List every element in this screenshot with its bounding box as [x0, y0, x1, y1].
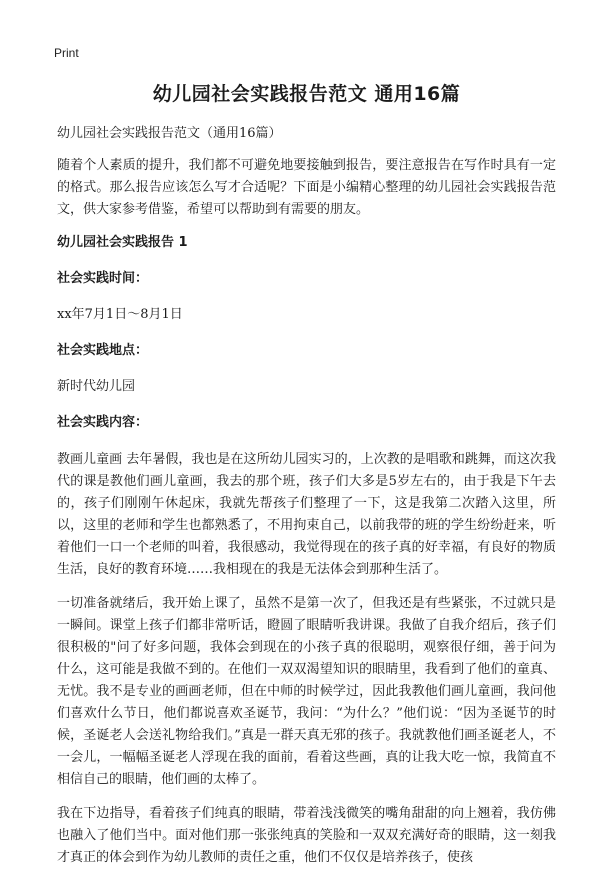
time-value: xx年7月1日～8月1日	[57, 307, 183, 322]
body-paragraph: 一切准备就绪后，我开始上课了，虽然不是第一次了，但我还是有些紧张，不过就只是一瞬间。课堂上孩子们都非常听话，瞪圆了眼睛听我讲课。我做了自我介绍后，孩子们很积极的"问了好多问题，我体会到现在的小孩子真的很聪明，观察很仔细，善于问为什么，这可能是我做不到的。在他们一双双渴望知识的眼睛里，我看到了他们的童真、无忧。我不是专业的画画老师，但在中师的时候学过，因此我教他们画儿童画，我问他们喜欢什么节日，他们都说喜欢圣诞节，我问：“为什么？”他们说：“因为圣诞节的时候，圣诞老人会送礼物给我们。”真是一群天真无邪的孩子。我就教他们画圣诞老人，不一会儿，一幅幅圣诞老人浮现在我的面前，看着这些画，真的让我大吃一惊，我简直不相信自己的眼睛，他们画的太棒了。	[57, 596, 556, 787]
place-label: 社会实践地点：	[57, 343, 149, 358]
body-paragraph: 教画儿童画 去年暑假，我也是在这所幼儿园实习的，上次教的是唱歌和跳舞，而这次我代的课是教他们画儿童画，我去的那个班，孩子们大多是5岁左右的，由于我是下午去的，孩子们刚刚午休起床，我就先帮孩子们整理了一下，这是我第二次踏入这里，所以，这里的老师和学生也都熟悉了，不用拘束自己，以前我带的班的学生纷纷赶来，听着他们一口一个老师的叫着，我很感动，我觉得现在的孩子真的好幸福，有良好的物质生活，良好的教育环境……我相现在的我是无法体会到那种生活了。	[57, 452, 556, 577]
intro-paragraph: 随着个人素质的提升，我们都不可避免地要接触到报告，要注意报告在写作时具有一定的格式。那么报告应该怎么写才合适呢？下面是小编精心整理的幼儿园社会实践报告范文，供大家参考借鉴，希望可以帮助到有需要的朋友。	[57, 158, 556, 217]
report-title: 幼儿园社会实践报告 1	[57, 235, 188, 250]
document-title: 幼儿园社会实践报告范文 通用16篇	[152, 83, 461, 105]
content-label: 社会实践内容：	[57, 415, 149, 430]
place-value: 新时代幼儿园	[57, 379, 136, 394]
document-subtitle: 幼儿园社会实践报告范文（通用16篇）	[57, 126, 282, 141]
print-label: Print	[54, 46, 79, 60]
time-label: 社会实践时间：	[57, 271, 149, 286]
body-paragraph: 我在下边指导，看着孩子们纯真的眼睛，带着浅浅微笑的嘴角甜甜的向上翘着，我仿佛也融入了他们当中。面对他们那一张张纯真的笑脸和一双双充满好奇的眼睛，这一刻我才真正的体会到作为幼儿教师的责任之重，他们不仅仅是培养孩子，使孩	[57, 806, 556, 865]
